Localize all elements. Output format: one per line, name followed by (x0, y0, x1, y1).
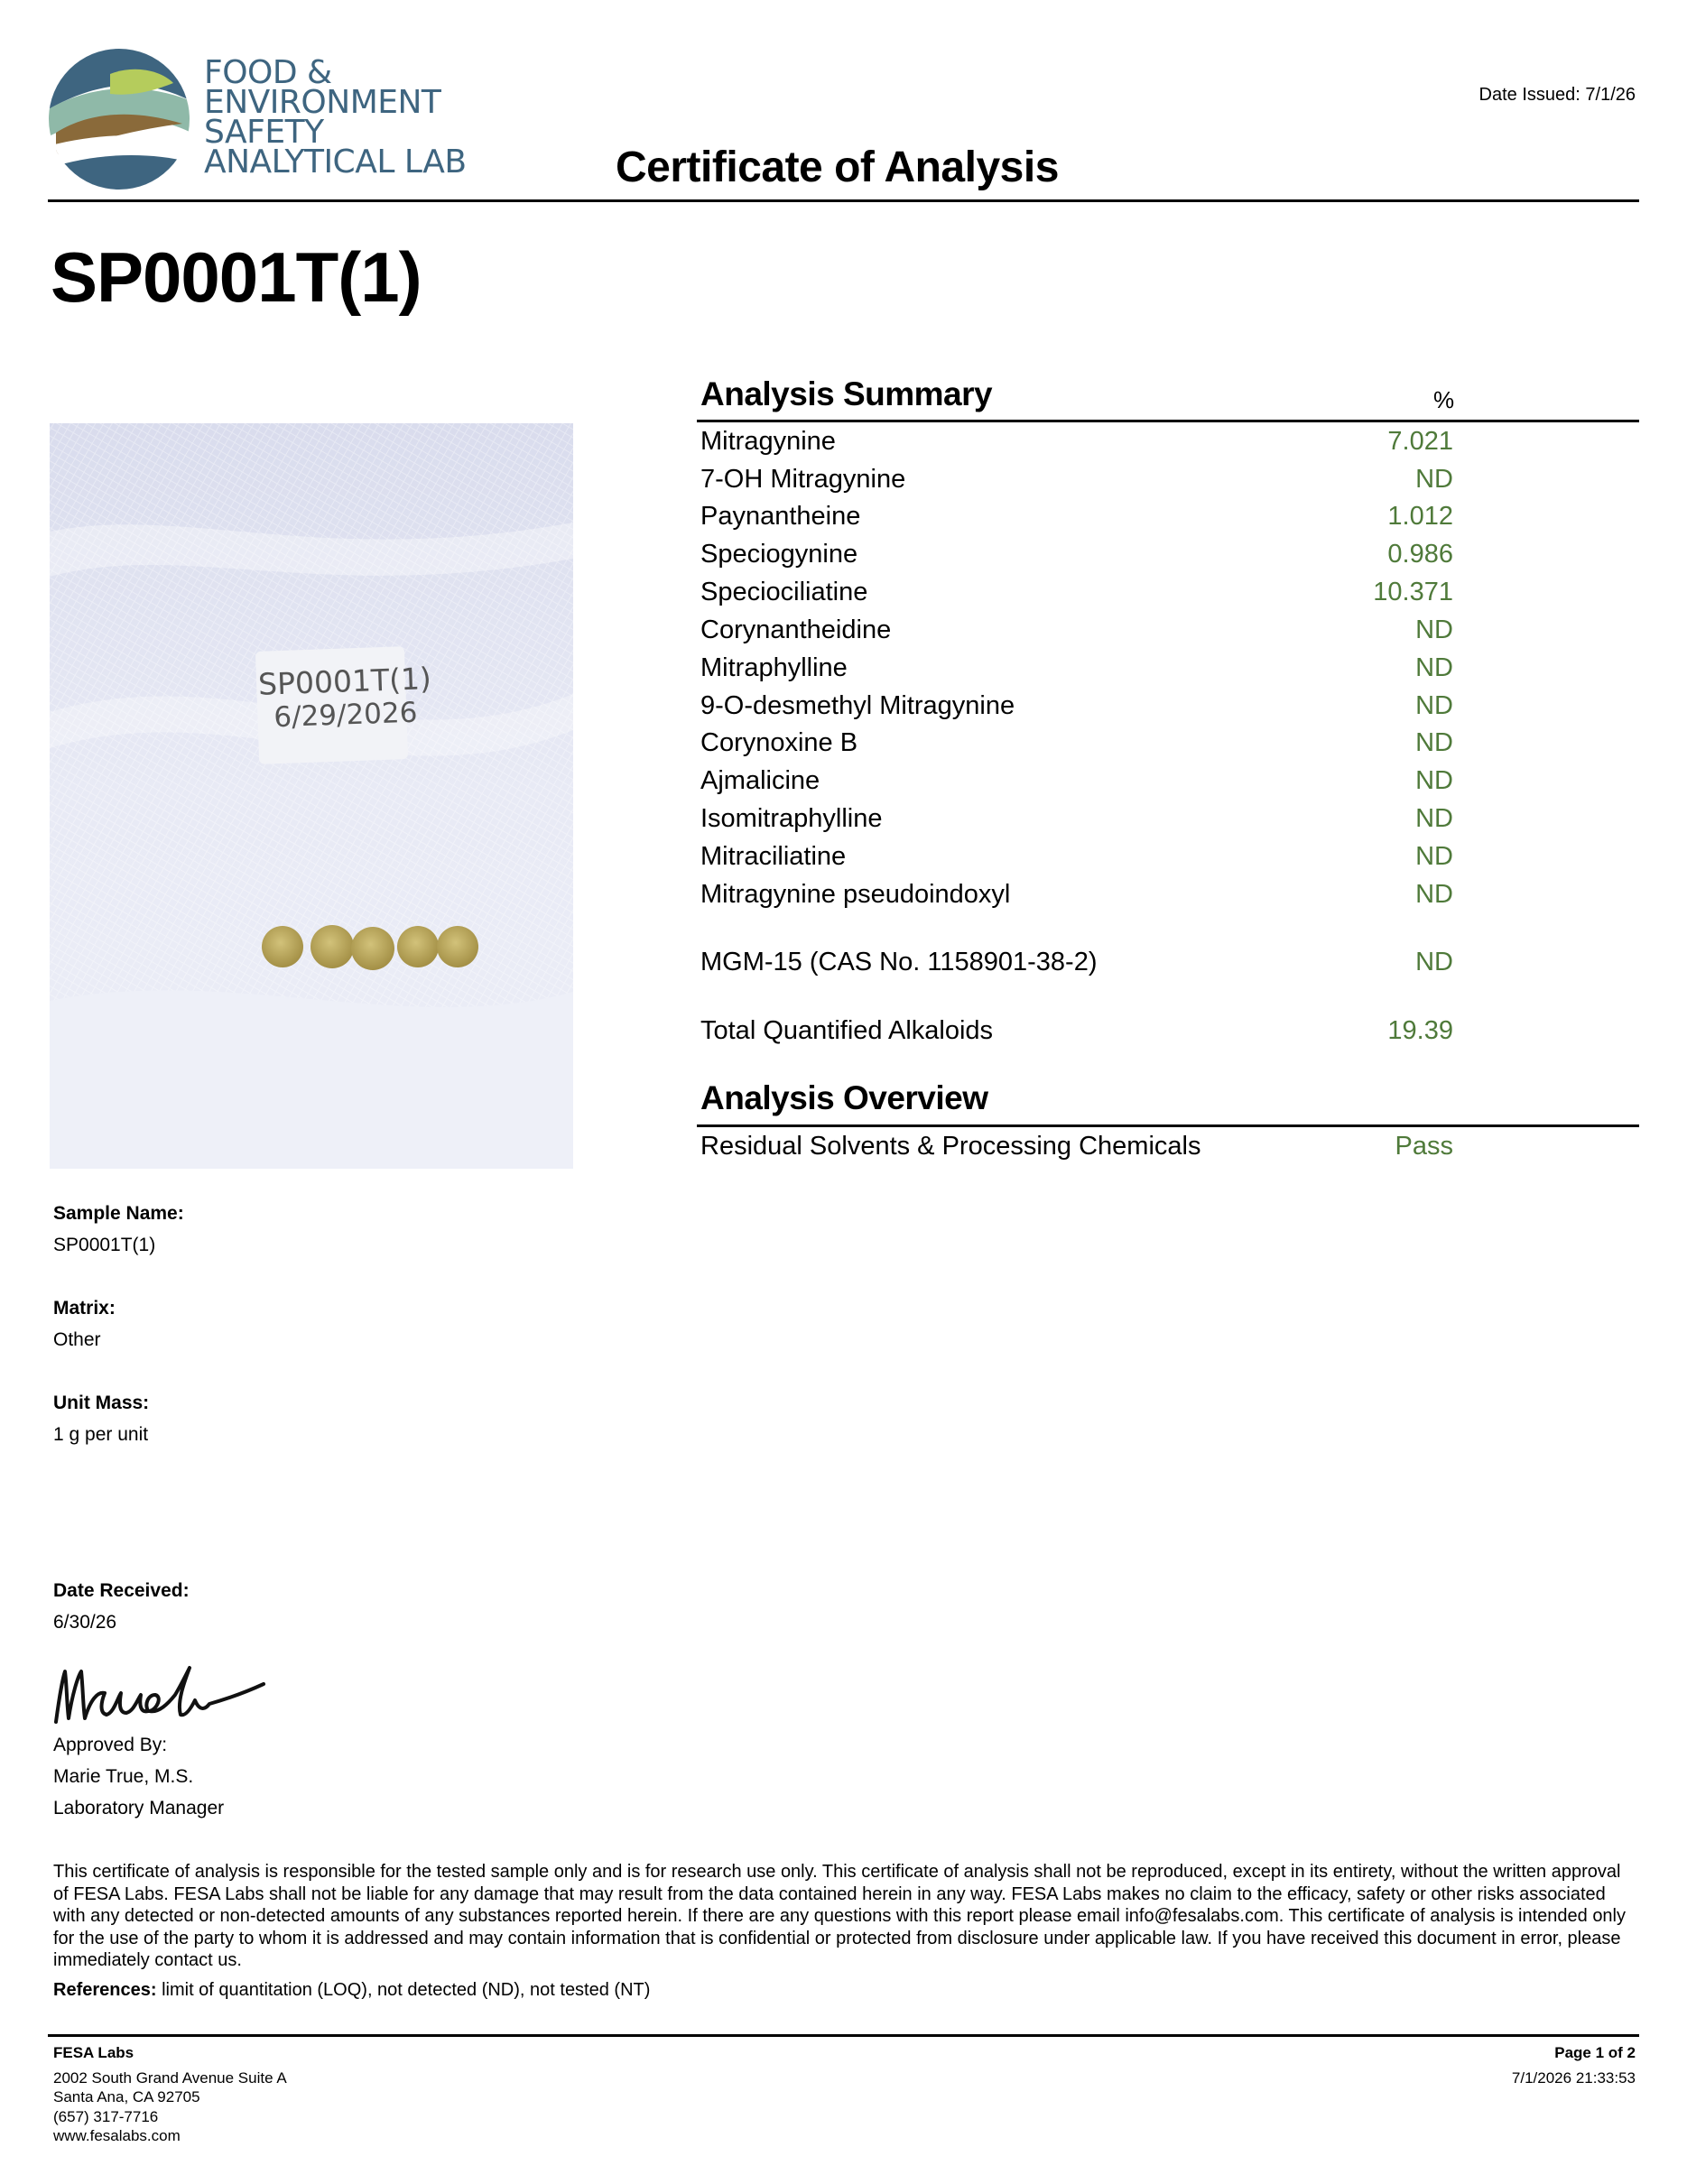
overview-item-status: Pass (1395, 1132, 1453, 1161)
analyte-value: 1.012 (1387, 502, 1453, 531)
analyte-value: ND (1415, 804, 1453, 833)
page-number: Page 1 of 2 (1554, 2044, 1636, 2061)
unit-mass-value: 1 g per unit (53, 1424, 149, 1445)
footer-address-line: Santa Ana, CA 92705 (53, 2088, 200, 2105)
footer-website: www.fesalabs.com (53, 2127, 181, 2144)
fesa-logo-icon (47, 47, 191, 191)
analyte-name: Corynoxine B (700, 728, 858, 757)
disclaimer-text: This certificate of analysis is responsible for the tested sample only and is for research use only. This certificate of analysis shall not be reproduced, except in its entirety, without the written approval of FESA Labs. FESA Labs shall not be liable for any damage that may result from the data contained herein in any way. FESA Labs makes no claim to the efficacy, safety or other risks associated with any detected or non-detected amounts of any substances reported herein. If there are any questions with this report please email info@fesalabs.com. This certificate of analysis is intended only for the use of the party to whom it is addressed and may contain information that is confidential or protected from disclosure under applicable law. If you have received this document in error, please immediately contact us. (53, 1862, 1627, 1970)
signature (51, 1659, 267, 1727)
analyte-name: Isomitraphylline (700, 804, 883, 833)
photo-label-line: SP0001T(1) (257, 661, 432, 702)
footer-page-info (1512, 2043, 1636, 2087)
footer-address-line: 2002 South Grand Avenue Suite A (53, 2068, 287, 2087)
analyte-value: 0.986 (1387, 540, 1453, 569)
analyte-name: Mitragynine pseudoindoxyl (700, 880, 1011, 909)
analyte-name: Speciogynine (700, 540, 858, 569)
lab-name-line: ENVIRONMENT (204, 84, 441, 121)
analyte-name: Mitraciliatine (700, 842, 847, 871)
analyte-value: ND (1415, 691, 1453, 720)
sample-name-value: SP0001T(1) (53, 1235, 156, 1255)
analysis-summary-title: Analysis Summary (700, 375, 993, 412)
matrix-label: Matrix: (53, 1298, 116, 1319)
overview-item-name: Residual Solvents & Processing Chemicals (700, 1132, 1201, 1161)
footer-phone: (657) 317-7716 (53, 2107, 159, 2125)
footer-company: FESA Labs (53, 2044, 134, 2061)
analysis-overview-title: Analysis Overview (700, 1079, 988, 1116)
analyte-value: 7.021 (1387, 427, 1453, 456)
analyte-value: ND (1415, 465, 1453, 494)
approver-role: Laboratory Manager (53, 1798, 225, 1818)
analyte-name: Ajmalicine (700, 766, 820, 795)
footer-address (53, 2043, 287, 2146)
report-timestamp: 7/1/2026 21:33:53 (1511, 2068, 1636, 2087)
lab-name-line: ANALYTICAL LAB (204, 143, 467, 180)
matrix-value: Other (53, 1329, 101, 1350)
analyte-name: Corynantheidine (700, 615, 892, 644)
page-title: Certificate of Analysis (616, 143, 1059, 191)
footer-divider (48, 2034, 1639, 2037)
lab-name-line: SAFETY (204, 114, 324, 151)
unit-mass-label: Unit Mass: (53, 1393, 150, 1413)
lab-name (204, 54, 467, 180)
references-text: limit of quantitation (LOQ), not detected (ND), not tested (NT) (156, 1980, 651, 2000)
mgm15-value: ND (1415, 948, 1453, 976)
percent-column-header: % (1433, 386, 1455, 413)
analyte-name: Mitragynine (700, 427, 836, 456)
sample-name-label: Sample Name: (53, 1203, 184, 1224)
mgm15-name: MGM-15 (CAS No. 1158901-38-2) (700, 948, 1098, 976)
analyte-name: 7-OH Mitragynine (700, 465, 906, 494)
analyte-value: ND (1415, 615, 1453, 644)
analyte-name: Mitraphylline (700, 653, 848, 682)
analyte-name: 9-O-desmethyl Mitragynine (700, 691, 1015, 720)
summary-divider (697, 420, 1639, 422)
date-received-label: Date Received: (53, 1580, 190, 1601)
references-label: References: (53, 1980, 157, 2000)
analyte-value: ND (1415, 880, 1453, 909)
approved-by-label: Approved By: (53, 1735, 168, 1755)
approver-name: Marie True, M.S. (53, 1766, 194, 1787)
analyte-name: Paynantheine (700, 502, 861, 531)
analyte-name: Speciociliatine (700, 578, 868, 606)
sample-id-heading: SP0001T(1) (51, 237, 422, 317)
analyte-value: 10.371 (1373, 578, 1453, 606)
total-alkaloids-value: 19.39 (1387, 1016, 1453, 1045)
header-divider (48, 199, 1639, 202)
analyte-value: ND (1415, 842, 1453, 871)
date-issued: Date Issued: 7/1/26 (1478, 85, 1636, 105)
lab-name-line: FOOD & (204, 54, 332, 91)
analyte-value: ND (1415, 653, 1453, 682)
overview-divider (697, 1124, 1639, 1127)
total-alkaloids-name: Total Quantified Alkaloids (700, 1016, 994, 1045)
photo-label-line: 6/29/2026 (273, 696, 418, 735)
analyte-value: ND (1415, 728, 1453, 757)
references (53, 1980, 650, 2001)
analyte-value: ND (1415, 766, 1453, 795)
date-received-value: 6/30/26 (53, 1612, 117, 1633)
sample-photo (50, 423, 573, 1169)
